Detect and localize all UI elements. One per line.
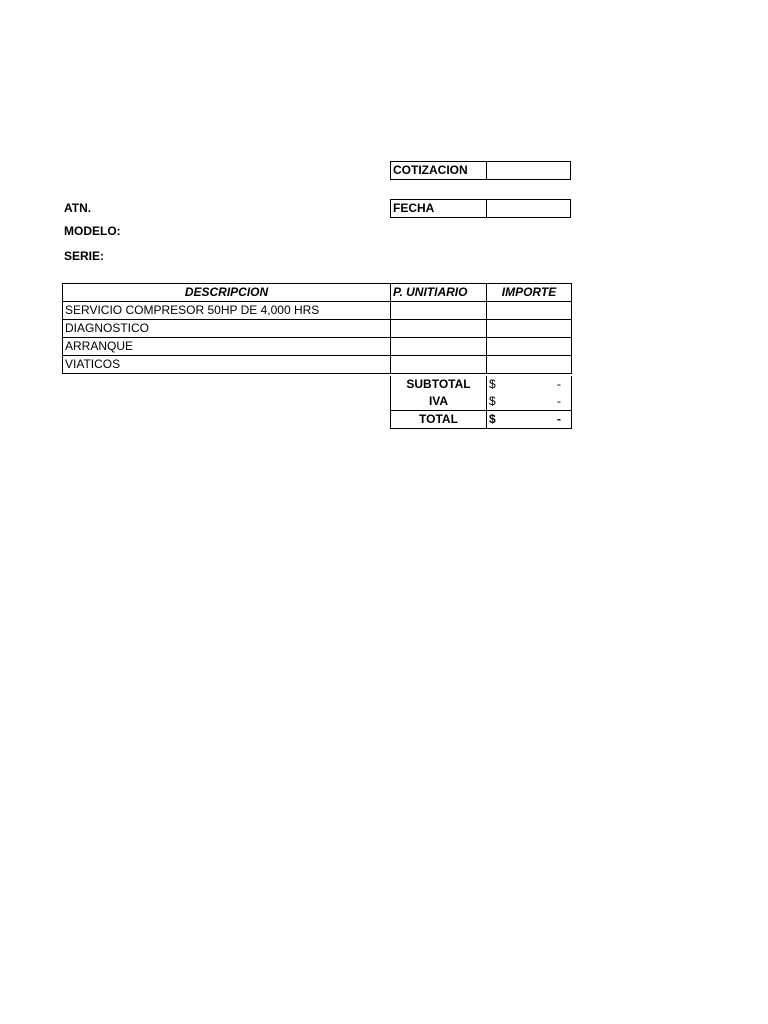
total-amount[interactable] [487, 411, 572, 429]
fecha-label [390, 199, 487, 218]
row-descripcion[interactable]: SERVICIO COMPRESOR 50HP DE 4,000 HRS [63, 302, 391, 320]
subtotal-label: SUBTOTAL [391, 376, 487, 393]
header-importe: IMPORTE [487, 284, 572, 302]
iva-row [391, 393, 572, 411]
total-value: - [557, 412, 561, 426]
table-row [63, 356, 572, 374]
table-row [63, 320, 572, 338]
total-row [391, 411, 572, 429]
subtotal-row [391, 376, 572, 393]
row-descripcion[interactable]: VIATICOS [63, 356, 391, 374]
row-descripcion[interactable]: ARRANQUE [63, 338, 391, 356]
row-unitario[interactable] [391, 302, 487, 320]
modelo-label: MODELO: [64, 224, 121, 238]
iva-value: - [557, 394, 561, 408]
total-currency: $ [489, 412, 496, 426]
serie-label: SERIE: [64, 249, 105, 263]
table-header-row [63, 284, 572, 302]
iva-currency: $ [489, 394, 496, 408]
fecha-label-text: FECHA [393, 201, 435, 215]
row-unitario[interactable] [391, 320, 487, 338]
totals-table [390, 376, 572, 429]
items-table [62, 283, 572, 374]
total-label: TOTAL [391, 411, 487, 429]
table-row [63, 338, 572, 356]
table-row [63, 302, 572, 320]
subtotal-amount[interactable] [487, 376, 572, 393]
atn-label: ATN. [64, 201, 92, 215]
row-unitario[interactable] [391, 356, 487, 374]
row-descripcion[interactable]: DIAGNOSTICO [63, 320, 391, 338]
cotizacion-value[interactable] [486, 161, 571, 180]
row-importe[interactable] [487, 356, 572, 374]
cotizacion-label [390, 161, 487, 180]
row-importe[interactable] [487, 338, 572, 356]
header-unitario: P. UNITIARIO [391, 284, 487, 302]
row-importe[interactable] [487, 320, 572, 338]
subtotal-currency: $ [489, 377, 496, 391]
fecha-value[interactable] [486, 199, 571, 218]
row-unitario[interactable] [391, 338, 487, 356]
subtotal-value: - [557, 377, 561, 391]
cotizacion-label-text: COTIZACION [393, 163, 468, 177]
row-importe[interactable] [487, 302, 572, 320]
iva-label: IVA [391, 393, 487, 411]
iva-amount[interactable] [487, 393, 572, 411]
header-descripcion: DESCRIPCION [63, 284, 391, 302]
